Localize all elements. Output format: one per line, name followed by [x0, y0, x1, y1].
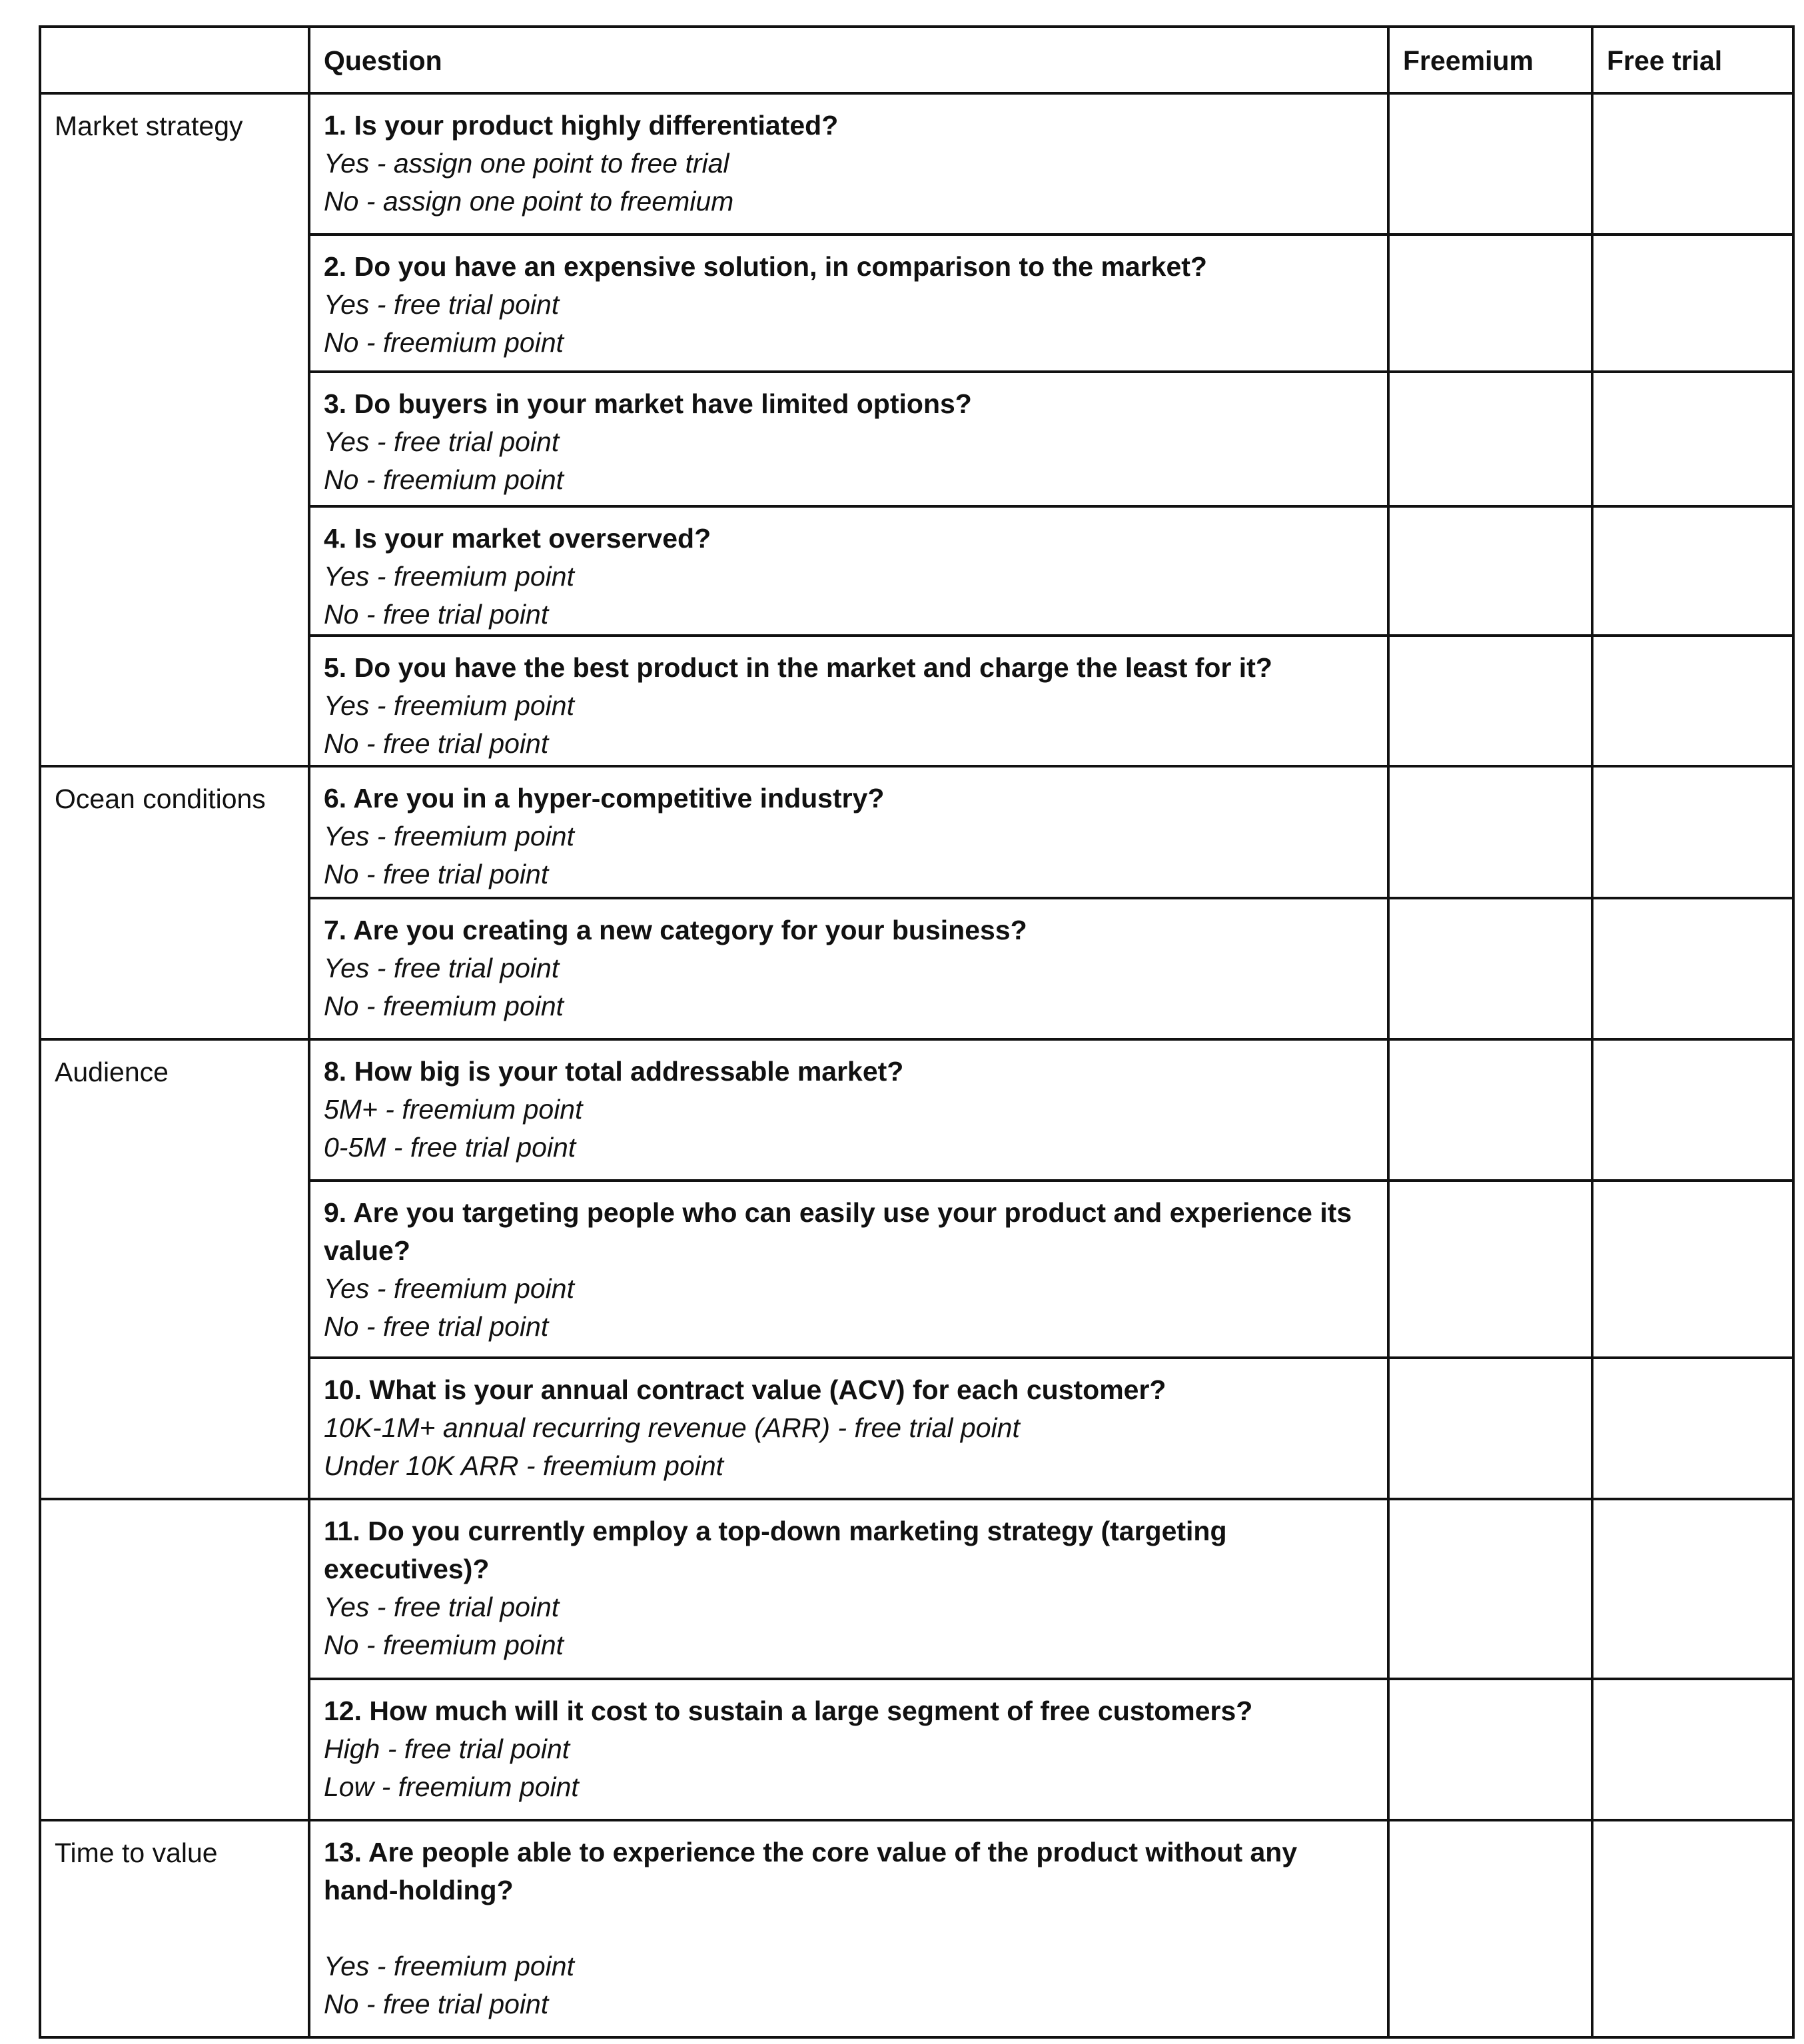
free-trial-score-cell[interactable]: [1592, 1679, 1793, 1820]
question-cell: [309, 1820, 1388, 2037]
freemium-score-cell[interactable]: [1388, 372, 1592, 506]
answer-option: No - assign one point to freemium: [324, 186, 734, 217]
question-cell: [309, 506, 1388, 636]
answer-option: Low - freemium point: [324, 1772, 579, 1802]
answer-option: Yes - freemium point: [324, 1273, 574, 1304]
answer-option: No - free trial point: [324, 1989, 549, 2019]
category-time-to-value: Time to value: [40, 1820, 309, 2037]
question-text: 7. Are you creating a new category for your business?: [324, 915, 1027, 945]
freemium-score-cell[interactable]: [1388, 636, 1592, 766]
answer-option: Yes - free trial point: [324, 426, 560, 457]
category-audience: Audience: [40, 1039, 309, 1499]
freemium-score-cell[interactable]: [1388, 1679, 1592, 1820]
question-cell: [309, 1679, 1388, 1820]
question-text: 1. Is your product highly differentiated?: [324, 110, 839, 141]
category-unlabeled: [40, 1499, 309, 1820]
question-cell: [309, 766, 1388, 898]
category-ocean-conditions: Ocean conditions: [40, 766, 309, 1039]
free-trial-score-cell[interactable]: [1592, 506, 1793, 636]
freemium-score-cell[interactable]: [1388, 1181, 1592, 1358]
table-row: [40, 1820, 1793, 2037]
freemium-score-cell[interactable]: [1388, 235, 1592, 372]
answer-option: No - free trial point: [324, 728, 549, 759]
free-trial-score-cell[interactable]: [1592, 636, 1793, 766]
question-text: 4. Is your market overserved?: [324, 523, 711, 554]
answer-option: Yes - freemium point: [324, 690, 574, 721]
question-text: 10. What is your annual contract value (ACV) for each customer?: [324, 1374, 1166, 1405]
answer-option: 10K-1M+ annual recurring revenue (ARR) - free trial point: [324, 1412, 1020, 1443]
answer-option: Yes - freemium point: [324, 821, 574, 851]
answer-option: 0-5M - free trial point: [324, 1132, 576, 1163]
free-trial-score-cell[interactable]: [1592, 93, 1793, 235]
free-trial-score-cell[interactable]: [1592, 235, 1793, 372]
category-market-strategy: Market strategy: [40, 93, 309, 766]
answer-option: No - freemium point: [324, 464, 564, 495]
question-cell: [309, 898, 1388, 1039]
question-cell: [309, 1499, 1388, 1679]
freemium-score-cell[interactable]: [1388, 1039, 1592, 1181]
table-row: [40, 766, 1793, 898]
question-text: 12. How much will it cost to sustain a large segment of free customers?: [324, 1696, 1253, 1726]
question-text: 8. How big is your total addressable market?: [324, 1056, 904, 1087]
free-trial-score-cell[interactable]: [1592, 1820, 1793, 2037]
free-trial-score-cell[interactable]: [1592, 898, 1793, 1039]
question-text: 3. Do buyers in your market have limited options?: [324, 388, 972, 419]
question-cell: [309, 372, 1388, 506]
answer-option: No - freemium point: [324, 991, 564, 1021]
question-cell: [309, 636, 1388, 766]
question-text: 9. Are you targeting people who can easily use your product and experience its value?: [324, 1197, 1352, 1266]
free-trial-score-cell[interactable]: [1592, 1499, 1793, 1679]
table-row: [40, 1039, 1793, 1181]
header-freemium: Freemium: [1388, 27, 1592, 93]
freemium-score-cell[interactable]: [1388, 898, 1592, 1039]
answer-option: Yes - free trial point: [324, 953, 560, 983]
header-free-trial: Free trial: [1592, 27, 1793, 93]
freemium-score-cell[interactable]: [1388, 1358, 1592, 1499]
free-trial-score-cell[interactable]: [1592, 1181, 1793, 1358]
freemium-score-cell[interactable]: [1388, 506, 1592, 636]
freemium-score-cell[interactable]: [1388, 1499, 1592, 1679]
freemium-score-cell[interactable]: [1388, 1820, 1592, 2037]
table-header-row: [40, 27, 1793, 93]
question-cell: [309, 235, 1388, 372]
free-trial-score-cell[interactable]: [1592, 1358, 1793, 1499]
answer-option: No - free trial point: [324, 859, 549, 889]
answer-option: Yes - free trial point: [324, 1592, 560, 1622]
answer-option: Yes - free trial point: [324, 289, 560, 320]
header-question: Question: [309, 27, 1388, 93]
answer-option: No - freemium point: [324, 1630, 564, 1660]
answer-option: Under 10K ARR - freemium point: [324, 1450, 724, 1481]
free-trial-score-cell[interactable]: [1592, 1039, 1793, 1181]
question-cell: [309, 1039, 1388, 1181]
answer-option: No - free trial point: [324, 1311, 549, 1342]
answer-option: Yes - freemium point: [324, 1951, 574, 1981]
header-category-cell: [40, 27, 309, 93]
free-trial-score-cell[interactable]: [1592, 372, 1793, 506]
answer-option: Yes - assign one point to free trial: [324, 148, 729, 179]
freemium-score-cell[interactable]: [1388, 93, 1592, 235]
table-row: [40, 93, 1793, 235]
question-text: 6. Are you in a hyper-competitive industry?: [324, 783, 885, 813]
question-text: 5. Do you have the best product in the market and charge the least for it?: [324, 652, 1272, 683]
question-cell: [309, 93, 1388, 235]
answer-option: High - free trial point: [324, 1734, 570, 1764]
scoring-worksheet-table: [39, 25, 1795, 2039]
question-text: 13. Are people able to experience the core value of the product without any hand-holding?: [324, 1837, 1298, 1905]
question-cell: [309, 1358, 1388, 1499]
question-text: 2. Do you have an expensive solution, in comparison to the market?: [324, 251, 1207, 282]
answer-option: 5M+ - freemium point: [324, 1094, 583, 1125]
blank-line: [324, 1909, 1374, 1947]
answer-option: No - freemium point: [324, 327, 564, 358]
table-row: [40, 1499, 1793, 1679]
answer-option: No - free trial point: [324, 599, 549, 630]
question-text: 11. Do you currently employ a top-down marketing strategy (targeting executives)?: [324, 1516, 1227, 1584]
question-cell: [309, 1181, 1388, 1358]
free-trial-score-cell[interactable]: [1592, 766, 1793, 898]
answer-option: Yes - freemium point: [324, 561, 574, 592]
freemium-score-cell[interactable]: [1388, 766, 1592, 898]
